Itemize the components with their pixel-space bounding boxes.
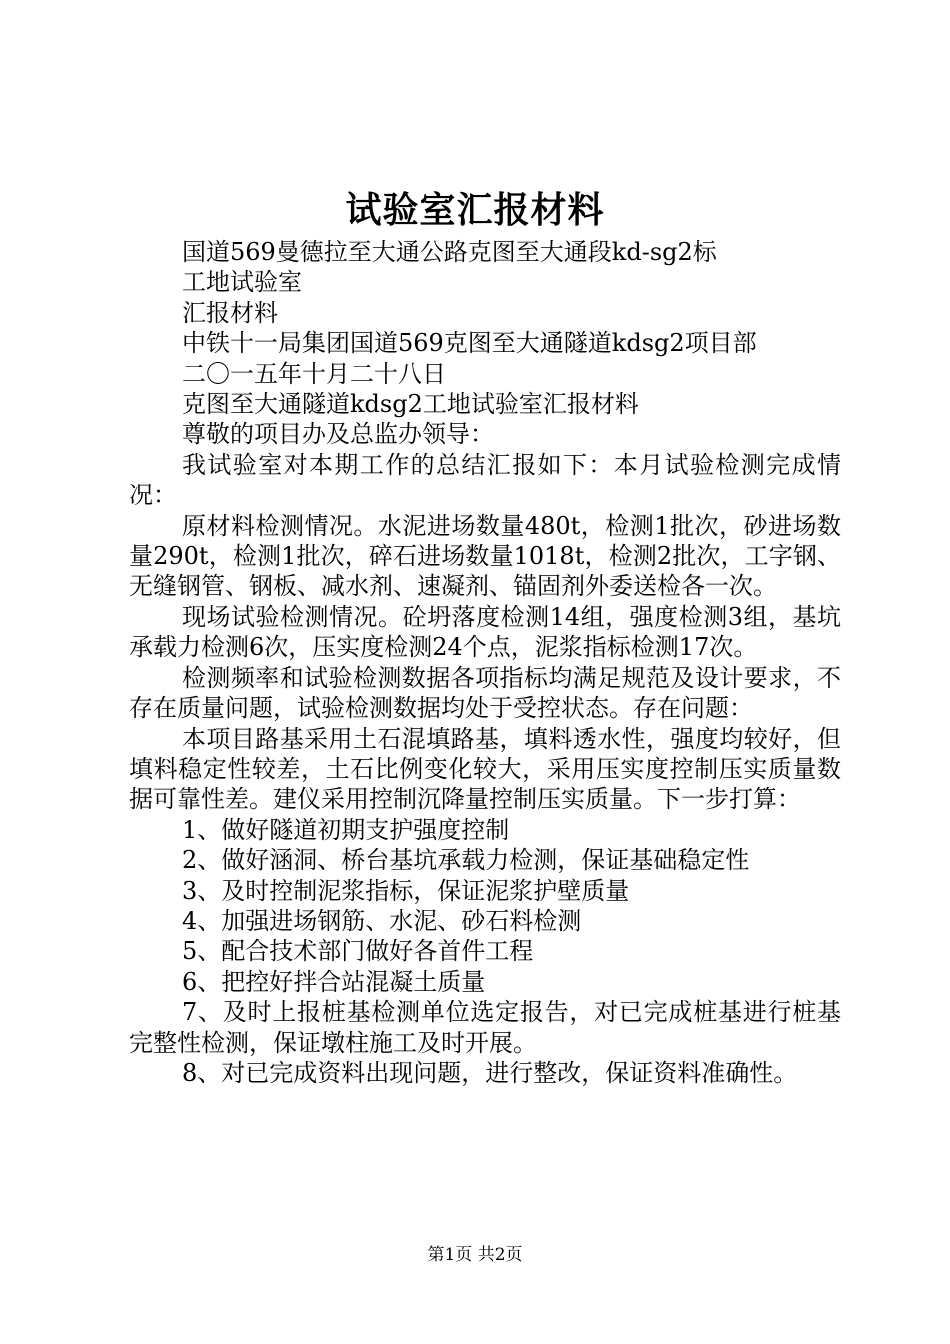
document-body — [129, 237, 841, 1088]
issues-paragraph: 本项目路基采用土石混填路基，填料透水性，强度均较好，但填料稳定性较差，土石比例变化较大，采用压实度控制压实质量数据可靠性差。建仪采用控制沉降量控制压实质量。下一步打算： — [129, 724, 841, 814]
plan-item: 8、对已完成资料出现问题，进行整改，保证资料准确性。 — [182, 1058, 798, 1087]
header-line: 二〇一五年十月二十八日 — [182, 359, 446, 388]
page-footer: 第1页 共2页 — [427, 1245, 523, 1265]
salutation: 尊敬的项目办及总监办领导： — [182, 420, 494, 449]
document-title: 试验室汇报材料 — [345, 189, 605, 231]
compliance-paragraph: 检测频率和试验检测数据各项指标均满足规范及设计要求，不存在质量问题，试验检测数据均处于受控状态。存在问题： — [129, 663, 841, 723]
field-test-paragraph: 现场试验检测情况。砼坍落度检测14组，强度检测3组，基坑承载力检测6次，压实度检测24个点，泥浆指标检测17次。 — [129, 602, 841, 662]
plan-item: 1、做好隧道初期支护强度控制 — [182, 815, 510, 844]
plan-item: 3、及时控制泥浆指标，保证泥浆护壁质量 — [182, 876, 630, 905]
plan-item: 6、把控好拌合站混凝土质量 — [182, 967, 486, 996]
plan-item: 2、做好涵洞、桥台基坑承载力检测，保证基础稳定性 — [182, 846, 750, 875]
header-line: 国道569曼德拉至大通公路克图至大通段kd-sg2标 — [182, 238, 717, 266]
header-line: 汇报材料 — [182, 298, 278, 327]
plan-item: 5、配合技术部门做好各首件工程 — [182, 937, 534, 966]
header-line: 工地试验室 — [182, 268, 302, 297]
header-line: 中铁十一局集团国道569克图至大通隧道kdsg2项目部 — [182, 329, 757, 358]
header-line: 克图至大通隧道kdsg2工地试验室汇报材料 — [182, 390, 639, 419]
summary-paragraph: 我试验室对本期工作的总结汇报如下：本月试验检测完成情况： — [129, 450, 841, 510]
plan-item: 4、加强进场钢筋、水泥、砂石料检测 — [182, 906, 582, 935]
materials-paragraph: 原材料检测情况。水泥进场数量480t，检测1批次，砂进场数量290t，检测1批次，碎石进场数量1018t，检测2批次，工字钢、无缝钢管、钢板、减水剂、速凝剂、锚固剂外委送检各一次。 — [129, 511, 841, 601]
plan-item: 7、及时上报桩基检测单位选定报告，对已完成桩基进行桩基完整性检测，保证墩柱施工及时开展。 — [129, 998, 841, 1057]
